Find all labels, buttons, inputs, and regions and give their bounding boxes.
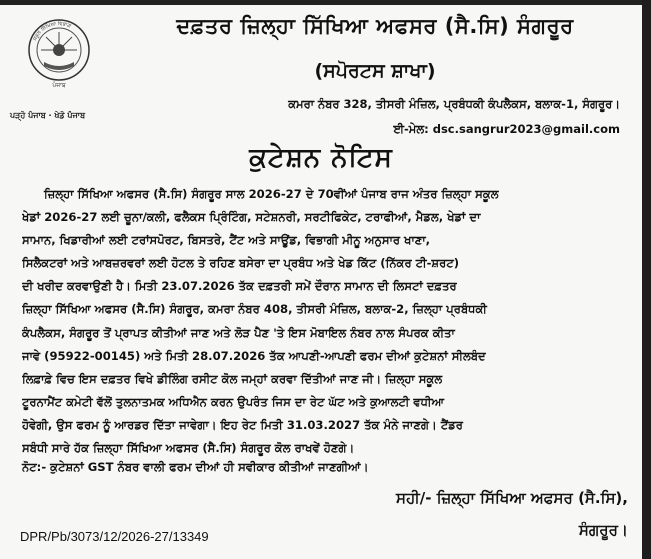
gst-note: ਨੋਟ:- ਕੁਟੇਸ਼ਨਾਂ GST ਨੰਬਰ ਵਾਲੀ ਫਰਮ ਦੀਆਂ ਹੀ ਸਵੀਕਾਰ ਕੀਤੀਆਂ ਜਾਣਗੀਆਂ। (22, 460, 369, 474)
body-line: ਲਿਫ਼ਾਫ਼ੇ ਵਿਚ ਇਸ ਦਫ਼ਤਰ ਵਿਖੇ ਡੀਲਿੰਗ ਰਸੀਟ ਕੋਲ ਜਮ੍ਹਾਂ ਕਰਵਾ ਦਿੱਤੀਆਂ ਜਾਣ ਜੀ। ਜ਼ਿਲ੍ਹਾ ਸਕੂਲ (22, 371, 443, 386)
body-line: ਦੀ ਖਰੀਦ ਕਰਵਾਉਣੀ ਹੈ। ਮਿਤੀ 23.07.2026 ਤੱਕ ਦਫ਼ਤਰੀ ਸਮੇਂ ਦੌਰਾਨ ਸਾਮਾਨ ਦੀ ਲਿਸਟਾਂ ਦਫ਼ਤਰ (22, 279, 457, 294)
signature-place: ਸੰਗਰੂਰ। (578, 521, 628, 539)
notice-body (22, 183, 628, 460)
logo-small-text: ਪੰਜਾਬ (52, 82, 66, 89)
scan-edge (642, 0, 651, 559)
logo-arc-text: ਸਕੂਲ ਸਿੱਖਿਆ ਵਿਭਾਗ (32, 20, 72, 42)
office-address: ਕਮਰਾ ਨੰਬਰ 328, ਤੀਸਰੀ ਮੰਜ਼ਿਲ, ਪ੍ਰਬੰਧਕੀ ਕੰਪਲੈਕਸ, ਬਲਾਕ-1, ਸੰਗਰੂਰ। (288, 97, 620, 111)
body-line: ਜਾਵੇ (95922-00145) ਅਤੇ ਮਿਤੀ 28.07.2026 ਤੱਕ ਆਪਣੀ-ਆਪਣੀ ਫਰਮ ਦੀਆਂ ਕੁਟੇਸ਼ਨਾਂ ਸੀਲਬੰਦ (22, 348, 486, 363)
body-line: ਸਾਮਾਨ, ਖਿਡਾਰੀਆਂ ਲਈ ਟਰਾਂਸਪੋਰਟ, ਬਿਸਤਰੇ, ਟੈਂਟ ਅਤੇ ਸਾਊਂਡ, ਵਿਭਾਗੀ ਮੀਨੂ ਅਨੁਸਾਰ ਖਾਣਾ, (22, 233, 431, 248)
email-address: dsc.sangrur2023@gmail.com (432, 122, 620, 136)
body-line: ਕੰਪਲੈਕਸ, ਸੰਗਰੂਰ ਤੋਂ ਪ੍ਰਾਪਤ ਕੀਤੀਆਂ ਜਾਣ ਅਤੇ ਲੋੜ ਪੈਣ 'ਤੇ ਇਸ ਮੋਬਾਇਲ ਨੰਬਰ ਨਾਲ ਸੰਪਰਕ ਕੀਤਾ (22, 325, 455, 340)
body-line: ਸਿਲੈਕਟਰਾਂ ਅਤੇ ਆਬਜ਼ਰਵਰਾਂ ਲਈ ਹੋਟਲ ਤੇ ਰਹਿਣ ਬਸੇਰਾ ਦਾ ਪ੍ਰਬੰਧ ਅਤੇ ਖੇਡ ਕਿੱਟ (ਨਿੱਕਰ ਟੀ-ਸ਼ਰਟ) (22, 256, 460, 271)
branch-subtitle: (ਸਪੋਰਟਸ ਸ਼ਾਖਾ) (314, 60, 436, 82)
body-line: ਹੋਵੇਗੀ, ਉਸ ਫਰਮ ਨੂੰ ਆਰਡਰ ਦਿੱਤਾ ਜਾਵੇਗਾ। ਇਹ ਰੇਟ ਮਿਤੀ 31.03.2027 ਤੱਕ ਮੰਨੇ ਜਾਣਗੇ। ਟੈਂਡਰ (22, 417, 463, 432)
dpr-reference: DPR/Pb/3073/12/2026-27/13349 (20, 529, 209, 544)
body-line: ਖੇਡਾਂ 2026-27 ਲਈ ਚੂਨਾ/ਕਲੀ, ਫਲੈਕਸ ਪ੍ਰਿੰਟਿੰਗ, ਸਟੇਸ਼ਨਰੀ, ਸਰਟੀਫਿਕੇਟ, ਟਰਾਫੀਆਂ, ਮੈਡਲ, ਖੇਡਾਂ ਦਾ (22, 210, 481, 225)
email-line (120, 122, 620, 137)
notice-title: ਕੁਟੇਸ਼ਨ ਨੋਟਿਸ (249, 143, 393, 173)
body-line: ਜ਼ਿਲ੍ਹਾ ਸਿੱਖਿਆ ਅਫਸਰ (ਸੈ.ਸਿ) ਸੰਗਰੂਰ ਸਾਲ 2026-27 ਦੇ 70ਵੀਂਆਂ ਪੰਜਾਬ ਰਾਜ ਅੰਤਰ ਜ਼ਿਲ੍ਹਾ ਸਕੂਲ (44, 187, 499, 201)
office-title: ਦਫ਼ਤਰ ਜ਼ਿਲ੍ਹਾ ਸਿੱਖਿਆ ਅਫਸਰ (ਸੈ.ਸਿ) ਸੰਗਰੂਰ (176, 14, 574, 38)
body-line: ਟੂਰਨਾਮੈਂਟ ਕਮੇਟੀ ਵੱਲੋਂ ਤੁਲਨਾਤਮਕ ਅਧਿਐਨ ਕਰਨ ਉਪਰੰਤ ਜਿਸ ਦਾ ਰੇਟ ਘੱਟ ਅਤੇ ਕੁਆਲਟੀ ਵਧੀਆ (22, 394, 445, 409)
department-logo-icon (24, 10, 94, 90)
signature-line: ਸਹੀ/- ਜ਼ਿਲ੍ਹਾ ਸਿੱਖਿਆ ਅਫਸਰ (ਸੈ.ਸਿ), (396, 489, 628, 507)
email-label: ਈ-ਮੇਲ: (393, 122, 429, 136)
body-line: ਜ਼ਿਲ੍ਹਾ ਸਿੱਖਿਆ ਅਫਸਰ (ਸੈ.ਸਿ) ਸੰਗਰੂਰ, ਕਮਰਾ ਨੰਬਰ 408, ਤੀਸਰੀ ਮੰਜ਼ਿਲ, ਬਲਾਕ-2, ਜ਼ਿਲ੍ਹਾ ਪ੍ਰਬੰਧਕੀ (22, 302, 487, 317)
top-border (0, 0, 642, 5)
logo-tagline: ਪੜ੍ਹੋ ਪੰਜਾਬ · ਖੇਡੋ ਪੰਜਾਬ (10, 111, 86, 120)
body-line: ਸਬੰਧੀ ਸਾਰੇ ਹੱਕ ਜ਼ਿਲ੍ਹਾ ਸਿੱਖਿਆ ਅਫਸਰ (ਸੈ.ਸਿ) ਸੰਗਰੂਰ ਕੋਲ ਰਾਖਵੇਂ ਹੋਣਗੇ। (22, 441, 355, 456)
